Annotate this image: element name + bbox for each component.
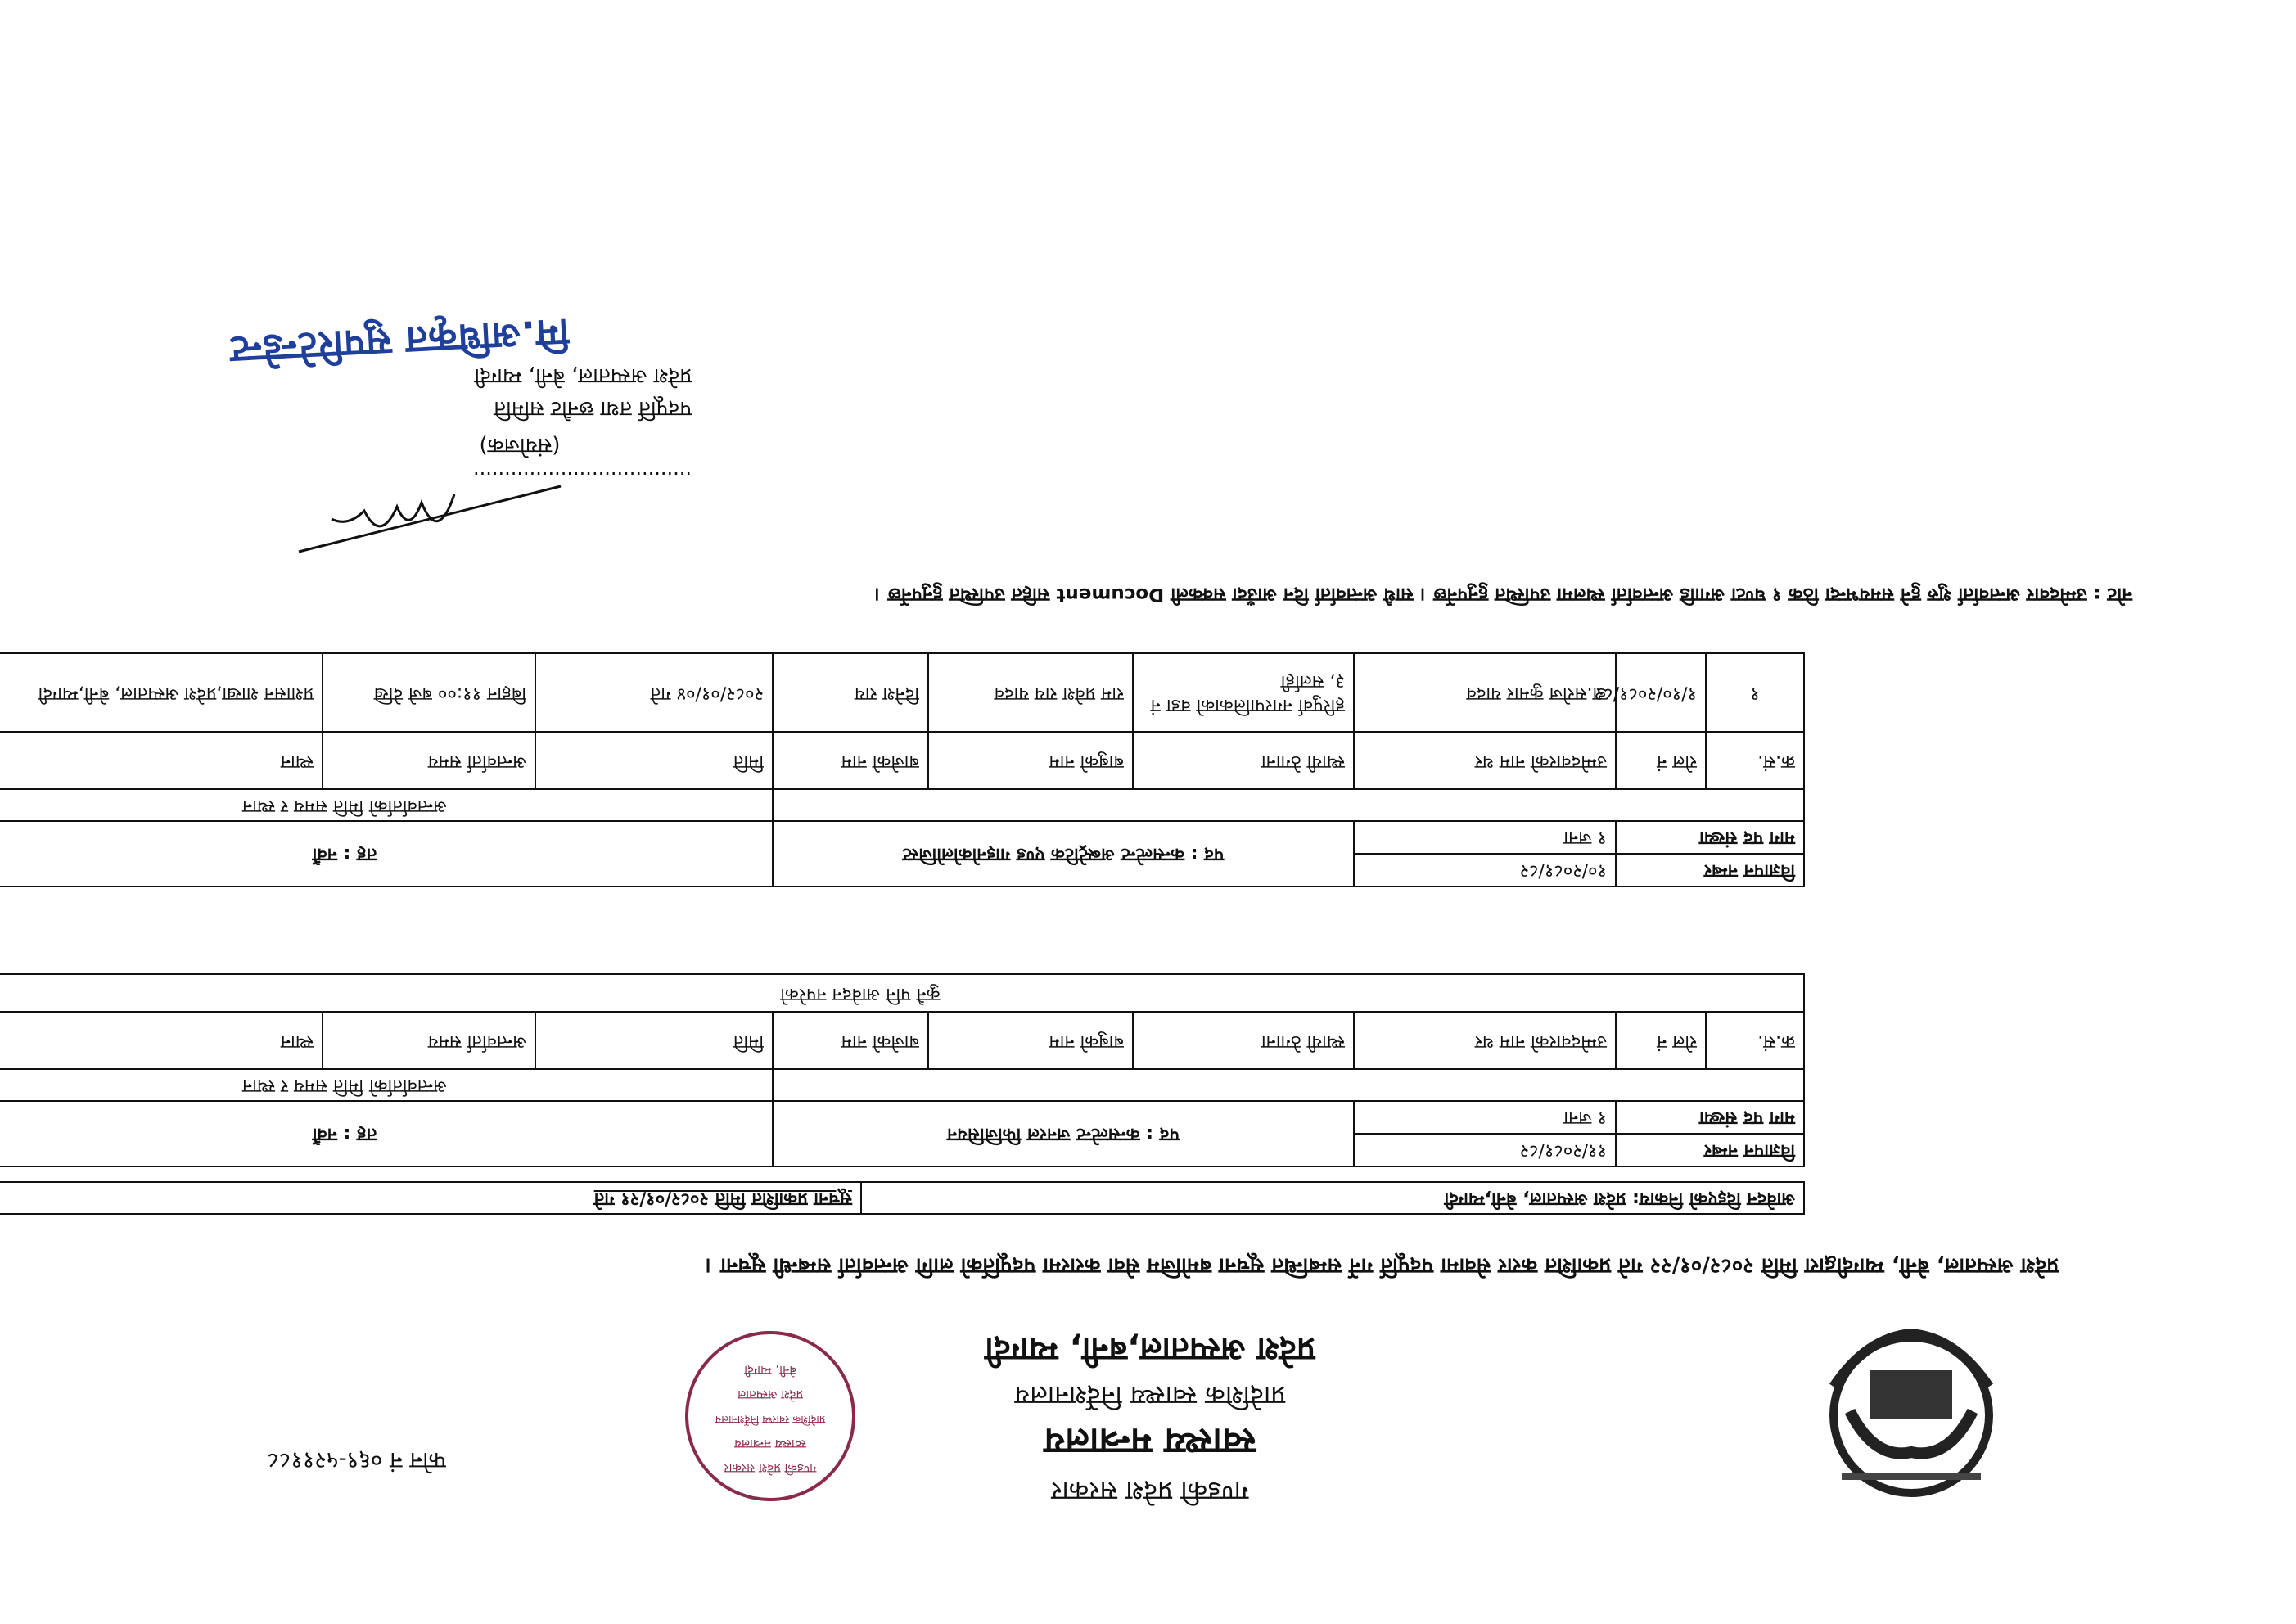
post-count: १ जना: [1354, 1101, 1616, 1134]
col-time: अन्तर्वार्ता समय: [323, 732, 535, 789]
post-count-label: माग पद संख्या: [1616, 821, 1804, 854]
info-row-table: [0, 1181, 1805, 1215]
col-father: बाबुको नाम: [928, 732, 1133, 789]
cell-grandfather: दिनेश राय: [773, 653, 928, 732]
post-title: पद : कन्सल्टेन्ट अब्स्ट्रेटिक एण्ड गाइनोकोलोजिस्ट: [773, 821, 1354, 886]
no-applicant-note: कुनै पनि आवेदन नपरेको: [0, 974, 1804, 1012]
post-class: तह : नवौं: [0, 1101, 773, 1166]
cell-place: प्रशासन शाखा,प्रदेश अस्पताल, बेनी,म्याग्दी: [0, 653, 323, 732]
col-time: अन्तर्वार्ता समय: [323, 1012, 535, 1069]
cell-sn: १: [1706, 653, 1804, 732]
cell-name: डा.सरोज कुमार यादव: [1354, 653, 1616, 732]
cell-date: २०८२/०१/०४ गते: [535, 653, 773, 732]
col-address: स्थायी ठेगाना: [1133, 1012, 1354, 1069]
adv-number: ११/२०८१/८२: [1354, 1134, 1616, 1166]
table-row: [0, 653, 1804, 732]
col-place: स्थान: [0, 732, 323, 789]
agency-name: आवेदन दिइएको निकाय: प्रदेश अस्पताल, बेनी,म्याग्दी: [861, 1182, 1804, 1214]
intro-paragraph: प्रदेश अस्पताल, बेनी, म्याग्दीद्वारा मिति २०८२/०१/२२ गते प्रकाशित करार सेवामा पदपूर्ति गर्ने सम्बन्धित सूचना बमोजिम सेवा करारमा पदपूर्तिको लागि अन्तर्वार्ता सम्बन्धी सूचना ।: [705, 1253, 2059, 1278]
adv-label: विज्ञापन नम्बर: [1616, 1134, 1804, 1166]
government-name: गण्डकी प्रदेश सरकार: [1051, 1476, 1249, 1507]
col-grandfather: बाजेको नाम: [773, 1012, 928, 1069]
office-stamp: गण्डकी प्रदेश सरकार स्वास्थ्य मन्त्रालय प्रादेशिक स्वास्थ्य निर्देशनालय प्रदेश अस्पताल बेनी, म्याग्दी: [685, 1331, 855, 1501]
col-place: स्थान: [0, 1012, 323, 1069]
directorate-name: प्रादेशिक स्वास्थ्य निर्देशनालय: [1014, 1380, 1286, 1411]
cell-time: बिहान ११:०० बजे देखि: [323, 653, 535, 732]
notice-date: सूचना प्रकाशित मिति २०८२/०१/२१ गते: [0, 1182, 861, 1214]
col-address: स्थायी ठेगाना: [1133, 732, 1354, 789]
post-class: तह : नवौं: [0, 821, 773, 886]
post-count-label: माग पद संख्या: [1616, 1101, 1804, 1134]
col-father: बाबुको नाम: [928, 1012, 1133, 1069]
col-name: उम्मेदवारको नाम थर: [1354, 1012, 1616, 1069]
signature-dots: ...................................: [472, 467, 692, 490]
post-count: १ जना: [1354, 821, 1616, 854]
ministry-name: स्वास्थ्य मन्त्रालय: [1044, 1420, 1256, 1462]
cell-father: राम प्रवेश राय यादव: [928, 653, 1133, 732]
col-sn: क्र.सं.: [1706, 1012, 1804, 1069]
adv-number: १०/२०८१/८२: [1354, 854, 1616, 886]
col-sn: क्र.सं.: [1706, 732, 1804, 789]
nepal-emblem-icon: [1817, 1321, 2005, 1509]
phone-number: फोन नं ०६९-५२११८८: [267, 1447, 446, 1474]
signature-office: प्रदेश अस्पताल, बेनी, म्याग्दी: [474, 363, 692, 388]
interview-head: अन्तर्वार्ताको मिति समय र स्थान: [0, 1069, 773, 1101]
hospital-name: प्रदेश अस्पताल,बनी, म्याग्दी: [985, 1330, 1315, 1368]
signature-role: (संयोजक): [479, 433, 561, 458]
col-roll: रोल नं: [1616, 732, 1706, 789]
post-title: पद : कन्सल्टेन्ट जनरल फिजिसियन: [773, 1101, 1354, 1166]
cell-roll: १/१०/२०८१/८२: [1616, 653, 1706, 732]
supdt-stamp: मि.अधिकृत सुपरिटेन्डेन्ट: [228, 310, 571, 372]
cell-address: हरिपुर्वा नगरपालिकाको वडा नं ३, सर्लाही: [1133, 653, 1354, 732]
table-physician: [0, 973, 1805, 1167]
adv-label: विज्ञापन नम्बर: [1616, 854, 1804, 886]
signature-committee: पदपूर्ति तथा छनौट समिति: [494, 396, 692, 421]
col-name: उम्मेदवारको नाम थर: [1354, 732, 1616, 789]
interview-head: अन्तर्वार्ताको मिति समय र स्थान: [0, 789, 773, 821]
col-date: मिति: [535, 732, 773, 789]
col-grandfather: बाजेको नाम: [773, 732, 928, 789]
col-roll: रोल नं: [1616, 1012, 1706, 1069]
table-obstetrics: [0, 652, 1805, 887]
note-text: नोट : उम्मेदवार अन्तर्वार्ता शुरु हुने समयभन्दा ठिक १ घण्टा अगाडि अन्तर्वार्ता स्थलमा उपस्थित हुनुपर्नेछ । साथै अन्तर्वार्ता दिन आउँदा सक्कली Document सहित उपस्थित हुनुपर्नेछ ।: [874, 584, 2132, 605]
col-date: मिति: [535, 1012, 773, 1069]
